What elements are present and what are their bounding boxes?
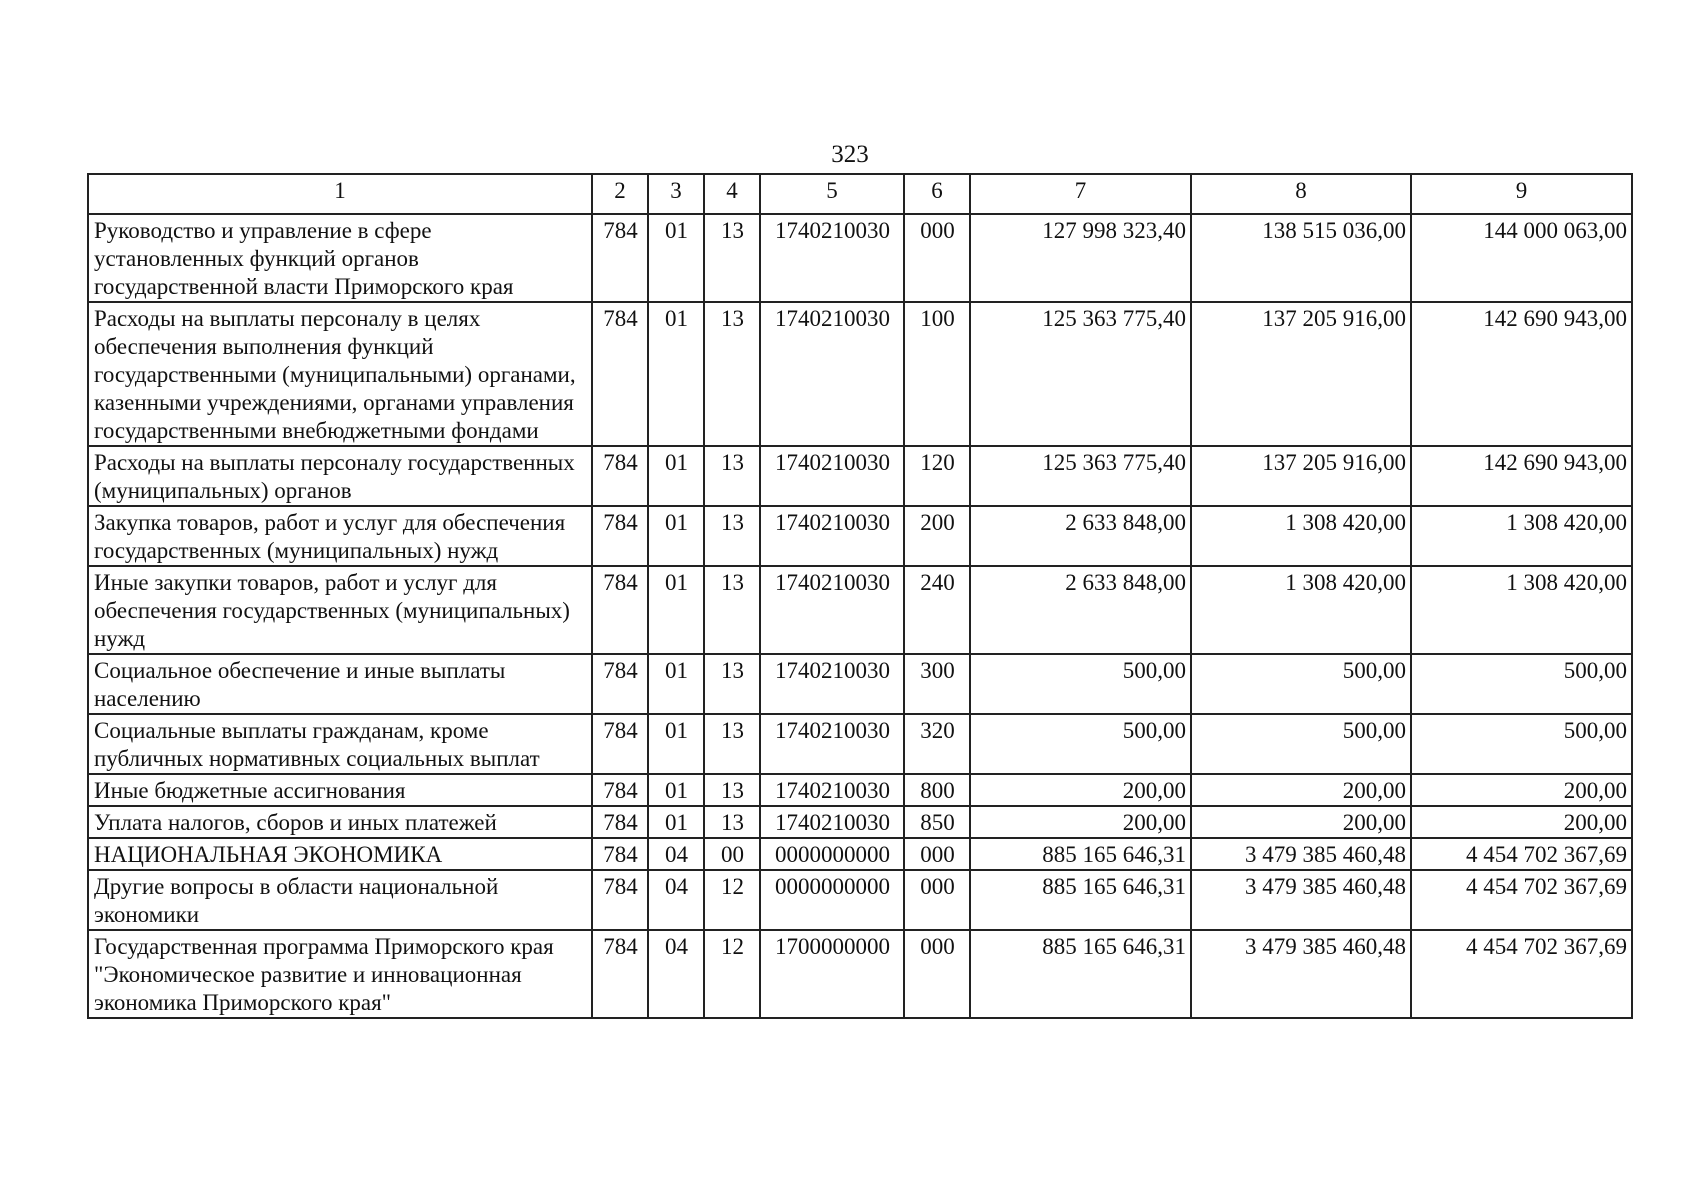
cell-code-6: 000 (904, 870, 970, 930)
cell-amount-9: 144 000 063,00 (1411, 214, 1632, 302)
table-row (88, 214, 1632, 302)
cell-code-3: 01 (648, 566, 704, 654)
cell-code-2: 784 (592, 214, 648, 302)
cell-amount-8: 3 479 385 460,48 (1191, 870, 1411, 930)
cell-code-6: 000 (904, 930, 970, 1018)
column-header: 4 (704, 174, 760, 214)
cell-code-3: 01 (648, 654, 704, 714)
cell-code-3: 01 (648, 214, 704, 302)
cell-code-2: 784 (592, 446, 648, 506)
cell-code-6: 120 (904, 446, 970, 506)
cell-code-2: 784 (592, 774, 648, 806)
cell-amount-9: 142 690 943,00 (1411, 302, 1632, 446)
cell-amount-8: 1 308 420,00 (1191, 506, 1411, 566)
column-header: 9 (1411, 174, 1632, 214)
cell-code-4: 13 (704, 806, 760, 838)
cell-code-4: 13 (704, 214, 760, 302)
cell-code-5: 1740210030 (760, 214, 904, 302)
table-row (88, 930, 1632, 1018)
cell-amount-8: 200,00 (1191, 774, 1411, 806)
cell-amount-9: 200,00 (1411, 806, 1632, 838)
cell-code-5: 1740210030 (760, 302, 904, 446)
cell-code-5: 1740210030 (760, 446, 904, 506)
cell-amount-7: 127 998 323,40 (970, 214, 1191, 302)
cell-amount-7: 200,00 (970, 774, 1191, 806)
column-header: 7 (970, 174, 1191, 214)
table-row (88, 714, 1632, 774)
row-name: Уплата налогов, сборов и иных платежей (88, 806, 592, 838)
row-name: Расходы на выплаты персоналу государственных (муниципальных) органов (88, 446, 592, 506)
cell-code-5: 1740210030 (760, 506, 904, 566)
cell-amount-9: 4 454 702 367,69 (1411, 930, 1632, 1018)
row-name: Социальные выплаты гражданам, кроме публичных нормативных социальных выплат (88, 714, 592, 774)
cell-amount-7: 125 363 775,40 (970, 446, 1191, 506)
cell-code-5: 0000000000 (760, 838, 904, 870)
table-row (88, 654, 1632, 714)
cell-code-3: 04 (648, 870, 704, 930)
cell-code-5: 1700000000 (760, 930, 904, 1018)
cell-amount-9: 200,00 (1411, 774, 1632, 806)
cell-amount-8: 3 479 385 460,48 (1191, 838, 1411, 870)
row-name: Другие вопросы в области национальной экономики (88, 870, 592, 930)
cell-code-6: 200 (904, 506, 970, 566)
cell-amount-9: 1 308 420,00 (1411, 506, 1632, 566)
row-name: Иные бюджетные ассигнования (88, 774, 592, 806)
cell-code-3: 01 (648, 806, 704, 838)
cell-amount-9: 1 308 420,00 (1411, 566, 1632, 654)
cell-code-4: 12 (704, 930, 760, 1018)
cell-code-4: 13 (704, 774, 760, 806)
cell-code-4: 13 (704, 506, 760, 566)
cell-amount-8: 3 479 385 460,48 (1191, 930, 1411, 1018)
cell-amount-8: 137 205 916,00 (1191, 446, 1411, 506)
cell-code-2: 784 (592, 714, 648, 774)
cell-code-3: 04 (648, 838, 704, 870)
cell-code-4: 13 (704, 446, 760, 506)
cell-code-2: 784 (592, 302, 648, 446)
cell-code-3: 01 (648, 506, 704, 566)
cell-code-4: 12 (704, 870, 760, 930)
cell-amount-8: 500,00 (1191, 714, 1411, 774)
table-row (88, 506, 1632, 566)
cell-amount-9: 4 454 702 367,69 (1411, 838, 1632, 870)
cell-amount-7: 500,00 (970, 654, 1191, 714)
cell-amount-7: 885 165 646,31 (970, 930, 1191, 1018)
page-number: 323 (831, 141, 869, 168)
cell-code-6: 320 (904, 714, 970, 774)
cell-amount-7: 885 165 646,31 (970, 870, 1191, 930)
cell-code-5: 0000000000 (760, 870, 904, 930)
budget-table (87, 173, 1633, 1019)
column-header: 6 (904, 174, 970, 214)
cell-code-5: 1740210030 (760, 566, 904, 654)
table-row (88, 838, 1632, 870)
cell-code-2: 784 (592, 654, 648, 714)
cell-code-3: 01 (648, 302, 704, 446)
cell-code-5: 1740210030 (760, 714, 904, 774)
cell-code-5: 1740210030 (760, 654, 904, 714)
cell-amount-8: 1 308 420,00 (1191, 566, 1411, 654)
cell-amount-7: 125 363 775,40 (970, 302, 1191, 446)
cell-code-6: 850 (904, 806, 970, 838)
cell-amount-7: 885 165 646,31 (970, 838, 1191, 870)
cell-amount-9: 500,00 (1411, 654, 1632, 714)
header-row (88, 174, 1632, 214)
column-header: 5 (760, 174, 904, 214)
cell-amount-8: 500,00 (1191, 654, 1411, 714)
row-name: Закупка товаров, работ и услуг для обеспечения государственных (муниципальных) нужд (88, 506, 592, 566)
cell-code-3: 01 (648, 446, 704, 506)
table-row (88, 774, 1632, 806)
row-name: Государственная программа Приморского края "Экономическое развитие и инновационная экономика Приморского края" (88, 930, 592, 1018)
table-row (88, 806, 1632, 838)
row-name: Иные закупки товаров, работ и услуг для обеспечения государственных (муниципальных) нужд (88, 566, 592, 654)
table-header (88, 174, 1632, 214)
cell-code-3: 04 (648, 930, 704, 1018)
column-header: 1 (88, 174, 592, 214)
cell-code-6: 000 (904, 838, 970, 870)
table-row (88, 302, 1632, 446)
cell-code-2: 784 (592, 506, 648, 566)
cell-code-3: 01 (648, 714, 704, 774)
column-header: 2 (592, 174, 648, 214)
cell-amount-9: 142 690 943,00 (1411, 446, 1632, 506)
row-name: Социальное обеспечение и иные выплаты населению (88, 654, 592, 714)
cell-code-4: 13 (704, 654, 760, 714)
cell-code-4: 00 (704, 838, 760, 870)
row-name: Расходы на выплаты персоналу в целях обеспечения выполнения функций государственными (муниципальными) органами, казенными учреждениями, органами управления государственными внебюджетными фондами (88, 302, 592, 446)
cell-code-6: 240 (904, 566, 970, 654)
cell-code-4: 13 (704, 566, 760, 654)
cell-code-2: 784 (592, 870, 648, 930)
cell-amount-8: 200,00 (1191, 806, 1411, 838)
table-body (88, 214, 1632, 1018)
column-header: 8 (1191, 174, 1411, 214)
cell-amount-8: 137 205 916,00 (1191, 302, 1411, 446)
cell-code-4: 13 (704, 714, 760, 774)
cell-code-4: 13 (704, 302, 760, 446)
cell-code-2: 784 (592, 806, 648, 838)
cell-code-6: 300 (904, 654, 970, 714)
cell-code-5: 1740210030 (760, 774, 904, 806)
row-name: Руководство и управление в сфере установленных функций органов государственной власти Приморского края (88, 214, 592, 302)
table-row (88, 566, 1632, 654)
cell-code-6: 100 (904, 302, 970, 446)
cell-code-6: 800 (904, 774, 970, 806)
cell-amount-9: 4 454 702 367,69 (1411, 870, 1632, 930)
cell-amount-8: 138 515 036,00 (1191, 214, 1411, 302)
table-row (88, 870, 1632, 930)
cell-amount-7: 200,00 (970, 806, 1191, 838)
cell-amount-9: 500,00 (1411, 714, 1632, 774)
cell-code-5: 1740210030 (760, 806, 904, 838)
column-header: 3 (648, 174, 704, 214)
cell-code-6: 000 (904, 214, 970, 302)
row-name: НАЦИОНАЛЬНАЯ ЭКОНОМИКА (88, 838, 592, 870)
cell-amount-7: 500,00 (970, 714, 1191, 774)
cell-code-3: 01 (648, 774, 704, 806)
cell-code-2: 784 (592, 930, 648, 1018)
cell-code-2: 784 (592, 566, 648, 654)
cell-amount-7: 2 633 848,00 (970, 506, 1191, 566)
cell-amount-7: 2 633 848,00 (970, 566, 1191, 654)
table-row (88, 446, 1632, 506)
cell-code-2: 784 (592, 838, 648, 870)
